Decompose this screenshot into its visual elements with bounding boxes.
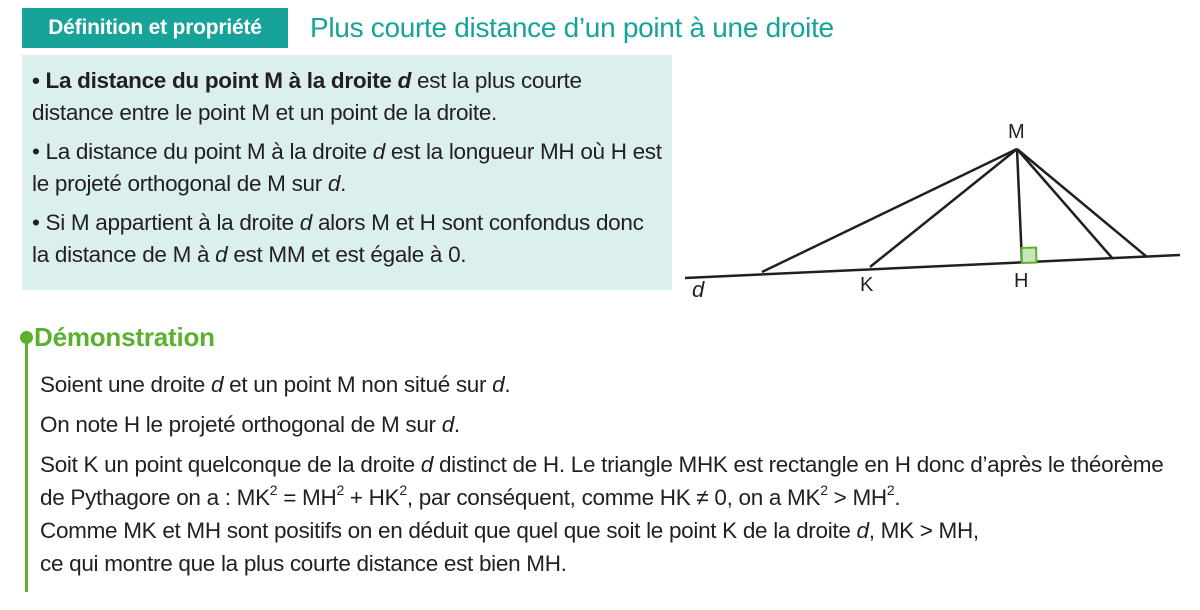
demo-text: Soient une droite [40, 372, 211, 397]
definition-text: alors M et H sont confondus donc la distance de M à [32, 210, 644, 267]
demonstration-paragraph-2 [40, 408, 1190, 441]
demo-text: , par conséquent, comme HK ≠ 0, on a MK [406, 485, 821, 510]
definition-text: La distance du point M à la droite [45, 68, 398, 93]
definition-text: est MM et est égale à 0. [227, 242, 467, 267]
bullet: • [32, 68, 46, 93]
line-name: d [492, 372, 505, 397]
demonstration-body [40, 368, 1190, 587]
definition-paragraph-1 [32, 65, 664, 129]
exponent: 2 [820, 481, 828, 498]
demo-text: , MK > MH, [868, 518, 979, 543]
demo-text: Comme MK et MH sont positifs on en déduit que quel que soit le point K de la droite [40, 518, 857, 543]
demonstration-paragraph-3 [40, 448, 1190, 580]
definition-text: est la longueur MH où H est le projeté orthogonal de M sur [32, 139, 662, 196]
definition-text: . [340, 171, 347, 196]
definition-paragraph-2 [32, 136, 664, 200]
line-name: d [210, 372, 224, 397]
line-name: d [420, 452, 434, 477]
demo-text: et un point M non situé sur [223, 372, 493, 397]
definition-property-tag: Définition et propriété [22, 8, 288, 48]
exponent: 2 [336, 481, 344, 498]
line-name: d [441, 412, 454, 437]
line-name: d [215, 242, 228, 267]
point-label-M: M [1008, 121, 1025, 143]
line-label-d: d [692, 277, 705, 302]
demo-text: + HK [343, 485, 400, 510]
demonstration-paragraph-1 [40, 368, 1190, 401]
demo-text: ce qui montre que la plus courte distance est bien MH. [40, 551, 567, 576]
segment-M-to-right-point-1 [1017, 149, 1113, 259]
definition-text: • Si M appartient à la droite [32, 210, 300, 235]
line-name: d [856, 518, 869, 543]
demonstration-heading: Démonstration [34, 322, 215, 352]
demo-text: . [504, 372, 511, 397]
page-title: Plus courte distance d’un point à une droite [310, 12, 834, 43]
exponent: 2 [399, 481, 407, 498]
geometry-figure [680, 110, 1185, 310]
exponent: 2 [269, 481, 278, 498]
definition-paragraph-3 [32, 207, 664, 271]
exponent: 2 [886, 481, 895, 498]
demo-text: > MH [827, 485, 887, 510]
demo-text: = MH [277, 485, 337, 510]
definition-text: est la plus courte distance entre le point M et un point de la droite. [32, 68, 582, 125]
demo-text: . [894, 485, 901, 510]
demo-text: distinct de H. Le triangle MHK est rectangle en H donc d’après le théorème de Pythagore on a : MK [40, 452, 1164, 510]
segment-MH [1017, 149, 1022, 263]
demo-text: On note H le projeté orthogonal de M sur [40, 412, 442, 437]
geometry-diagram [680, 110, 1185, 310]
line-d [685, 255, 1180, 278]
demo-text: Soit K un point quelconque de la droite [40, 452, 421, 477]
definition-box [22, 55, 672, 290]
right-angle-marker [1022, 248, 1037, 264]
segment-M-to-right-point-2 [1017, 149, 1147, 257]
point-label-H: H [1014, 270, 1029, 292]
demo-text: . [453, 412, 460, 437]
point-label-K: K [860, 274, 874, 296]
segment-M-to-left-point [762, 149, 1017, 272]
demonstration-side-rule [25, 342, 28, 592]
line-name: d [397, 68, 412, 93]
line-name: d [299, 210, 312, 235]
line-name: d [327, 171, 341, 196]
line-name: d [372, 139, 385, 164]
definition-text: • La distance du point M à la droite [32, 139, 373, 164]
